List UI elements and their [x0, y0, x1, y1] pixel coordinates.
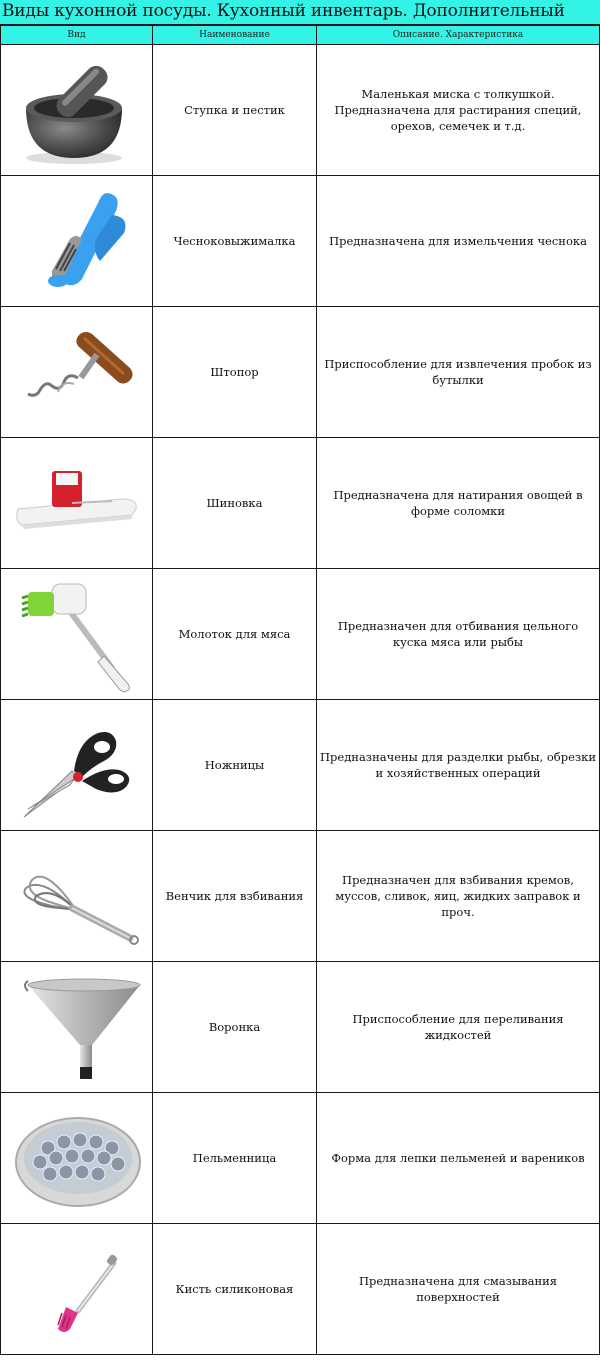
table-row — [1, 45, 600, 176]
row-description: Приспособление для извлечения пробок из бутылки — [317, 307, 600, 438]
row-description: Приспособление для переливания жидкостей — [317, 962, 600, 1093]
table-row — [1, 569, 600, 700]
julienne-slicer-icon — [12, 443, 142, 563]
dumpling-mold-icon — [12, 1098, 142, 1218]
table-row — [1, 700, 600, 831]
title-bar — [0, 0, 600, 25]
row-name: Пельменница — [153, 1093, 317, 1224]
row-description: Предназначен для взбивания кремов, муссов, сливок, яиц, жидких заправок и проч. — [317, 831, 600, 962]
row-description: Форма для лепки пельменей и вареников — [317, 1093, 600, 1224]
row-image-cell — [1, 962, 153, 1093]
row-name: Венчик для взбивания — [153, 831, 317, 962]
row-image-cell — [1, 700, 153, 831]
row-description: Предназначены для разделки рыбы, обрезки и хозяйственных операций — [317, 700, 600, 831]
row-name: Штопор — [153, 307, 317, 438]
table-row — [1, 1224, 600, 1355]
row-name: Ступка и пестик — [153, 45, 317, 176]
row-description: Предназначена для смазывания поверхностей — [317, 1224, 600, 1355]
row-image-cell — [1, 45, 153, 176]
garlic-press-icon — [12, 181, 142, 301]
page-title: Виды кухонной посуды. Кухонный инвентарь. Дополнительный — [2, 1, 565, 21]
table-row — [1, 176, 600, 307]
table-row — [1, 307, 600, 438]
column-header-view: Вид — [1, 26, 153, 45]
table-row — [1, 438, 600, 569]
table-row — [1, 831, 600, 962]
row-name: Молоток для мяса — [153, 569, 317, 700]
column-header-name: Наименование — [153, 26, 317, 45]
column-header-description: Описание. Характеристика — [317, 26, 600, 45]
row-description: Предназначен для отбивания цельного куска мяса или рыбы — [317, 569, 600, 700]
table-header-row — [1, 26, 600, 45]
row-description: Предназначена для измельчения чеснока — [317, 176, 600, 307]
table-row — [1, 962, 600, 1093]
whisk-icon — [12, 836, 142, 956]
row-image-cell — [1, 176, 153, 307]
row-name: Ножницы — [153, 700, 317, 831]
meat-tenderizer-icon — [12, 574, 142, 694]
row-description: Маленькая миска с толкушкой. Предназначена для растирания специй, орехов, семечек и т.д. — [317, 45, 600, 176]
kitchen-scissors-icon — [12, 705, 142, 825]
row-image-cell — [1, 438, 153, 569]
row-name: Шиновка — [153, 438, 317, 569]
row-image-cell — [1, 1224, 153, 1355]
row-name: Воронка — [153, 962, 317, 1093]
row-image-cell — [1, 569, 153, 700]
funnel-icon — [12, 967, 142, 1087]
row-image-cell — [1, 1093, 153, 1224]
corkscrew-icon — [12, 312, 142, 432]
row-name: Чесноковыжималка — [153, 176, 317, 307]
inventory-table — [0, 25, 600, 1355]
table-row — [1, 1093, 600, 1224]
silicone-brush-icon — [12, 1229, 142, 1349]
row-image-cell — [1, 831, 153, 962]
row-image-cell — [1, 307, 153, 438]
row-name: Кисть силиконовая — [153, 1224, 317, 1355]
mortar-and-pestle-icon — [12, 50, 142, 170]
row-description: Предназначена для натирания овощей в форме соломки — [317, 438, 600, 569]
